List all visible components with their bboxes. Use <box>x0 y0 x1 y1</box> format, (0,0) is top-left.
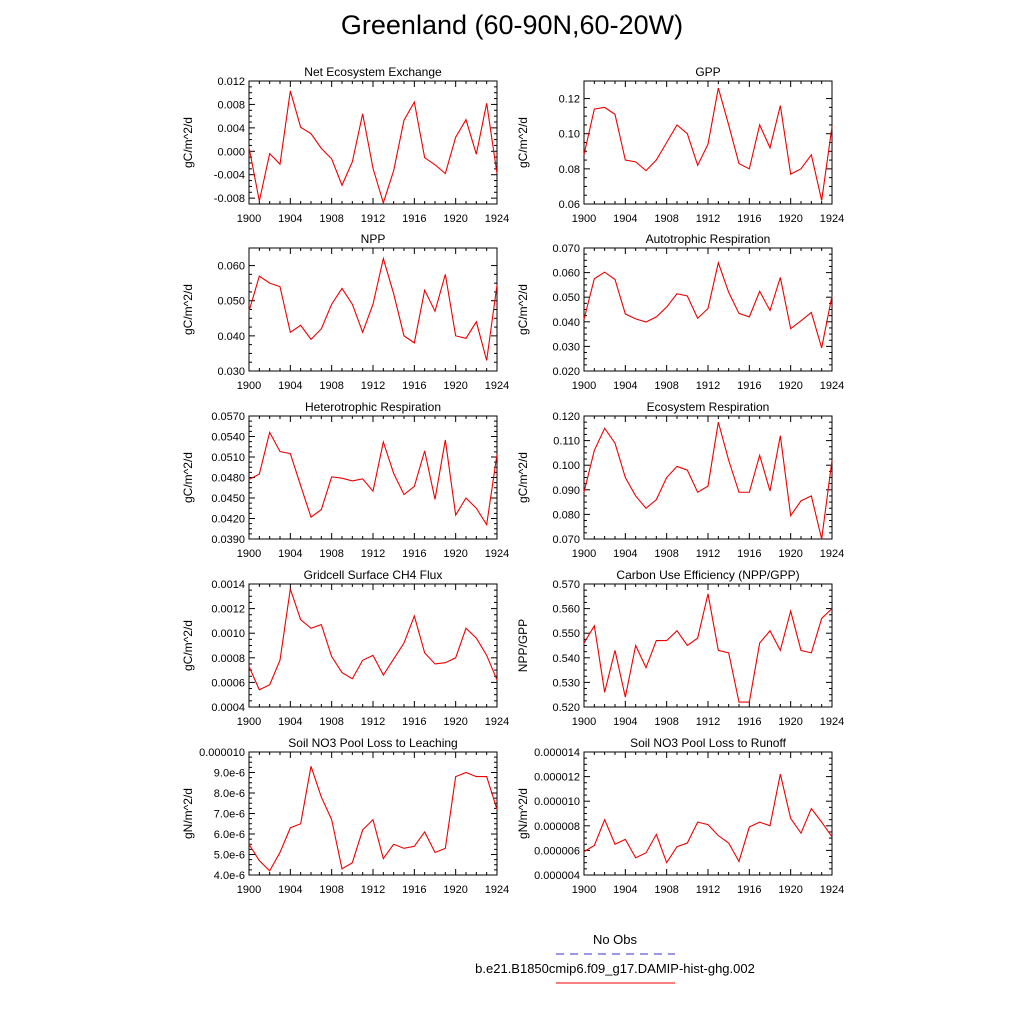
y-tick-label: 0.530 <box>552 677 580 690</box>
x-tick-label: 1900 <box>571 716 597 728</box>
y-axis-label: gC/m^2/d <box>181 117 195 168</box>
y-axis-label: gC/m^2/d <box>181 284 195 335</box>
x-tick-label: 1908 <box>654 716 679 728</box>
plot-1 <box>181 65 509 225</box>
y-axis-label: gC/m^2/d <box>516 117 530 168</box>
x-tick-label: 1916 <box>737 380 762 392</box>
page-title: Greenland (60-90N,60-20W) <box>340 10 684 40</box>
x-tick-label: 1900 <box>236 380 262 392</box>
y-tick-label: 7.0e-6 <box>213 808 245 821</box>
y-tick-label: 6.0e-6 <box>213 829 245 841</box>
plot-title: GPP <box>695 65 721 79</box>
series-line <box>584 774 832 863</box>
y-axis-label: gN/m^2/d <box>181 788 195 839</box>
x-tick-label: 1904 <box>278 716 303 728</box>
y-tick-label: 0.0008 <box>211 652 245 665</box>
x-tick-label: 1908 <box>654 884 679 896</box>
y-tick-label: 0.000004 <box>534 870 580 882</box>
x-tick-label: 1916 <box>402 213 427 225</box>
y-tick-label: 0.060 <box>552 267 580 280</box>
plot-title: Ecosystem Respiration <box>646 400 770 414</box>
y-tick-label: 0.100 <box>552 460 580 473</box>
plot-3 <box>181 232 509 392</box>
x-tick-label: 1924 <box>484 548 510 560</box>
y-tick-label: 0.520 <box>552 702 580 714</box>
y-tick-label: 0.030 <box>552 341 580 354</box>
x-tick-label: 1904 <box>278 548 303 560</box>
x-tick-label: 1916 <box>737 716 762 728</box>
y-tick-label: 0.000012 <box>534 771 580 784</box>
series-line <box>249 91 497 203</box>
y-tick-label: 0.06 <box>558 199 580 211</box>
x-tick-label: 1900 <box>571 380 597 392</box>
x-tick-label: 1908 <box>319 548 344 560</box>
x-tick-label: 1916 <box>402 884 427 896</box>
y-tick-label: 0.070 <box>552 243 580 255</box>
x-tick-label: 1900 <box>236 548 262 560</box>
x-tick-label: 1912 <box>360 716 386 728</box>
y-tick-label: 0.004 <box>217 122 245 135</box>
y-axis-label: gC/m^2/d <box>181 620 195 671</box>
x-tick-label: 1924 <box>819 213 845 225</box>
y-tick-label: 0.040 <box>552 316 580 329</box>
plot-frame <box>584 416 832 539</box>
y-tick-label: 0.050 <box>217 295 245 308</box>
x-tick-label: 1920 <box>443 380 468 392</box>
x-tick-label: 1924 <box>819 548 845 560</box>
series-line <box>249 589 497 690</box>
plot-title: Heterotrophic Respiration <box>304 400 442 414</box>
x-tick-label: 1920 <box>778 884 803 896</box>
y-tick-label: 0.0014 <box>211 579 245 591</box>
y-tick-label: 0.000006 <box>534 845 580 858</box>
x-tick-label: 1916 <box>737 548 762 560</box>
plot-frame <box>249 416 497 539</box>
x-tick-label: 1912 <box>695 884 721 896</box>
y-tick-label: 9.0e-6 <box>213 767 245 780</box>
y-tick-label: 0.12 <box>558 93 580 106</box>
x-tick-label: 1916 <box>737 884 762 896</box>
legend-obs-label: No Obs <box>592 932 638 947</box>
y-tick-label: 0.10 <box>558 128 580 141</box>
x-tick-label: 1900 <box>236 716 262 728</box>
y-tick-label: -0.008 <box>213 193 245 206</box>
y-axis-label: gC/m^2/d <box>516 284 530 335</box>
x-tick-label: 1908 <box>654 380 679 392</box>
series-line <box>249 766 497 871</box>
x-tick-label: 1924 <box>819 716 845 728</box>
y-tick-label: 5.0e-6 <box>213 849 245 862</box>
plot-title: Soil NO3 Pool Loss to Leaching <box>288 736 458 750</box>
plot-frame <box>584 584 832 707</box>
x-tick-label: 1904 <box>613 548 638 560</box>
y-tick-label: 0.0012 <box>211 603 245 616</box>
x-tick-label: 1920 <box>778 716 803 728</box>
y-tick-label: 0.0390 <box>211 534 245 546</box>
x-tick-label: 1920 <box>443 716 468 728</box>
x-tick-label: 1908 <box>319 884 344 896</box>
y-tick-label: 0.570 <box>552 579 580 591</box>
x-tick-label: 1900 <box>571 884 597 896</box>
y-tick-label: 0.080 <box>552 509 580 522</box>
x-tick-label: 1912 <box>360 213 386 225</box>
x-tick-label: 1912 <box>695 380 721 392</box>
x-tick-label: 1920 <box>778 548 803 560</box>
plot-title: Soil NO3 Pool Loss to Runoff <box>630 736 786 750</box>
y-tick-label: 0.000008 <box>534 820 580 833</box>
x-tick-label: 1920 <box>778 213 803 225</box>
series-line <box>249 259 497 361</box>
x-tick-label: 1900 <box>571 213 597 225</box>
y-tick-label: 0.070 <box>552 534 580 546</box>
plot-6 <box>516 400 844 560</box>
x-tick-label: 1916 <box>402 716 427 728</box>
x-tick-label: 1904 <box>613 213 638 225</box>
y-axis-label: gC/m^2/d <box>516 452 530 503</box>
x-tick-label: 1904 <box>613 380 638 392</box>
legend-model-label: b.e21.B1850cmip6.f09_g17.DAMIP-hist-ghg.002 <box>475 961 755 976</box>
y-tick-label: 0.090 <box>552 484 580 497</box>
y-axis-label: gN/m^2/d <box>516 788 530 839</box>
x-tick-label: 1908 <box>319 213 344 225</box>
y-tick-label: -0.004 <box>213 169 245 182</box>
y-tick-label: 0.008 <box>217 99 245 112</box>
y-tick-label: 0.0450 <box>211 493 245 505</box>
y-tick-label: 0.0420 <box>211 513 245 526</box>
legend-model-line <box>555 979 677 987</box>
legend-obs-line <box>555 950 677 958</box>
plot-title: Gridcell Surface CH4 Flux <box>303 568 443 582</box>
x-tick-label: 1912 <box>360 380 386 392</box>
x-tick-label: 1924 <box>484 380 510 392</box>
y-tick-label: 0.030 <box>217 366 245 378</box>
x-tick-label: 1920 <box>778 380 803 392</box>
plot-4 <box>516 232 844 392</box>
plot-frame <box>584 248 832 371</box>
x-tick-label: 1912 <box>360 548 386 560</box>
y-tick-label: 0.0004 <box>211 702 245 714</box>
y-axis-label: gC/m^2/d <box>181 452 195 503</box>
y-tick-label: 0.110 <box>553 435 580 448</box>
plot-title: Autotrophic Respiration <box>645 232 771 246</box>
x-tick-label: 1912 <box>695 716 721 728</box>
plot-9 <box>181 736 509 896</box>
plot-title: Carbon Use Efficiency (NPP/GPP) <box>616 568 800 582</box>
y-tick-label: 0.0006 <box>211 677 245 690</box>
x-tick-label: 1900 <box>236 213 262 225</box>
y-tick-label: 0.08 <box>558 163 580 176</box>
y-tick-label: 0.020 <box>552 366 580 378</box>
y-tick-label: 0.0510 <box>211 452 245 464</box>
x-tick-label: 1904 <box>278 380 303 392</box>
plot-8 <box>516 568 844 728</box>
x-tick-label: 1924 <box>484 884 510 896</box>
x-tick-label: 1924 <box>819 380 845 392</box>
plot-title: Net Ecosystem Exchange <box>304 65 442 79</box>
x-tick-label: 1920 <box>443 884 468 896</box>
plot-10 <box>516 736 844 896</box>
y-tick-label: 8.0e-6 <box>213 788 245 800</box>
series-line <box>584 263 832 348</box>
x-tick-label: 1920 <box>443 548 468 560</box>
series-line <box>584 88 832 200</box>
plot-frame <box>584 752 832 875</box>
x-tick-label: 1900 <box>236 884 262 896</box>
y-tick-label: 0.540 <box>552 652 580 665</box>
y-tick-label: 0.0480 <box>211 472 245 485</box>
plot-2 <box>516 65 844 225</box>
y-tick-label: 0.000014 <box>534 747 580 759</box>
x-tick-label: 1908 <box>654 548 679 560</box>
x-tick-label: 1916 <box>737 213 762 225</box>
x-tick-label: 1924 <box>484 716 510 728</box>
x-tick-label: 1900 <box>571 548 597 560</box>
x-tick-label: 1908 <box>319 380 344 392</box>
y-tick-label: 0.012 <box>217 76 245 88</box>
series-line <box>584 422 832 539</box>
plot-5 <box>181 400 509 560</box>
y-tick-label: 0.0540 <box>211 431 245 444</box>
y-tick-label: 0.060 <box>217 260 245 273</box>
y-tick-label: 0.0570 <box>211 411 245 423</box>
x-tick-label: 1916 <box>402 548 427 560</box>
x-tick-label: 1908 <box>319 716 344 728</box>
x-tick-label: 1912 <box>360 884 386 896</box>
x-tick-label: 1912 <box>695 213 721 225</box>
y-tick-label: 0.050 <box>552 292 580 305</box>
y-tick-label: 0.0010 <box>211 628 245 641</box>
plot-frame <box>249 81 497 204</box>
y-tick-label: 0.040 <box>217 330 245 343</box>
x-tick-label: 1904 <box>613 884 638 896</box>
x-tick-label: 1920 <box>443 213 468 225</box>
plot-frame <box>249 248 497 371</box>
plot-7 <box>181 568 509 728</box>
y-tick-label: 0.550 <box>552 628 580 641</box>
y-tick-label: 0.000 <box>217 146 245 159</box>
x-tick-label: 1908 <box>654 213 679 225</box>
x-tick-label: 1904 <box>278 884 303 896</box>
y-tick-label: 0.000010 <box>534 796 580 809</box>
series-line <box>584 594 832 702</box>
y-tick-label: 4.0e-6 <box>213 870 245 882</box>
y-tick-label: 0.560 <box>552 603 580 616</box>
y-tick-label: 0.000010 <box>199 747 245 759</box>
x-tick-label: 1924 <box>819 884 845 896</box>
y-tick-label: 0.120 <box>552 411 580 423</box>
x-tick-label: 1924 <box>484 213 510 225</box>
y-axis-label: NPP/GPP <box>516 618 530 673</box>
plot-title: NPP <box>360 232 386 246</box>
plot-frame <box>249 752 497 875</box>
x-tick-label: 1916 <box>402 380 427 392</box>
x-tick-label: 1904 <box>613 716 638 728</box>
series-line <box>249 432 497 524</box>
x-tick-label: 1912 <box>695 548 721 560</box>
x-tick-label: 1904 <box>278 213 303 225</box>
